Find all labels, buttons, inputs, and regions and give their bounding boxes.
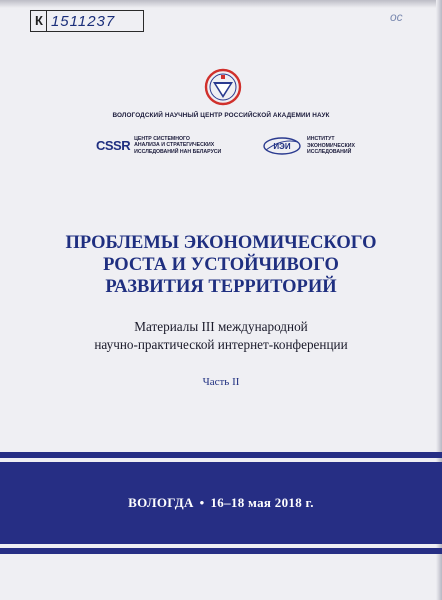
footer-stripe-bottom <box>0 548 442 554</box>
part-label: Часть II <box>202 376 240 388</box>
partner-cssr-text <box>134 136 221 155</box>
partner-cssr-line: ЦЕНТР СИСТЕМНОГО <box>134 136 190 142</box>
partner-iei <box>262 136 355 156</box>
partner-cssr-line: ИССЛЕДОВАНИЙ НАН БЕЛАРУСИ <box>134 148 222 155</box>
partner-iei-line: ИССЛЕДОВАНИЙ <box>307 149 352 156</box>
footer-stripe-top <box>0 452 442 458</box>
subtitle-line: Материалы III международной <box>134 319 308 334</box>
book-subtitle <box>0 318 442 354</box>
footer-dates: 16–18 мая 2018 г. <box>210 495 314 510</box>
footer-location-date <box>0 495 442 511</box>
partner-iei-line: ЭКОНОМИЧЕСКИХ <box>307 142 355 149</box>
subtitle-line: научно-практической интернет-конференции <box>94 337 348 352</box>
title-line: ПРОБЛЕМЫ ЭКОНОМИЧЕСКОГО <box>65 233 377 253</box>
organization-name: ВОЛОГОДСКИЙ НАУЧНЫЙ ЦЕНТР РОССИЙСКОЙ АКАДЕМИИ НАУК <box>112 112 330 119</box>
page-edge-top <box>0 0 442 8</box>
cssr-logo-icon: CSSR <box>96 138 131 154</box>
title-line: РАЗВИТИЯ ТЕРРИТОРИЙ <box>105 277 337 297</box>
iei-logo-text: ИЭИ <box>273 142 291 151</box>
stamp-number: 1511237 <box>50 12 116 30</box>
hand-note: ос <box>390 10 403 24</box>
library-stamp <box>30 10 144 32</box>
footer-separator: • <box>199 495 205 510</box>
footer-city: ВОЛОГДА <box>128 495 194 510</box>
title-line: РОСТА И УСТОЙЧИВОГО <box>103 255 339 275</box>
book-title <box>0 232 442 298</box>
partner-iei-line: ИНСТИТУТ <box>307 136 335 143</box>
partner-cssr <box>96 136 221 155</box>
stamp-prefix: К <box>31 11 47 31</box>
partner-iei-text <box>307 136 355 155</box>
vnc-ras-logo-icon <box>204 68 242 106</box>
partner-cssr-line: АНАЛИЗА И СТРАТЕГИЧЕСКИХ <box>134 142 215 149</box>
iei-logo-icon <box>262 136 302 156</box>
